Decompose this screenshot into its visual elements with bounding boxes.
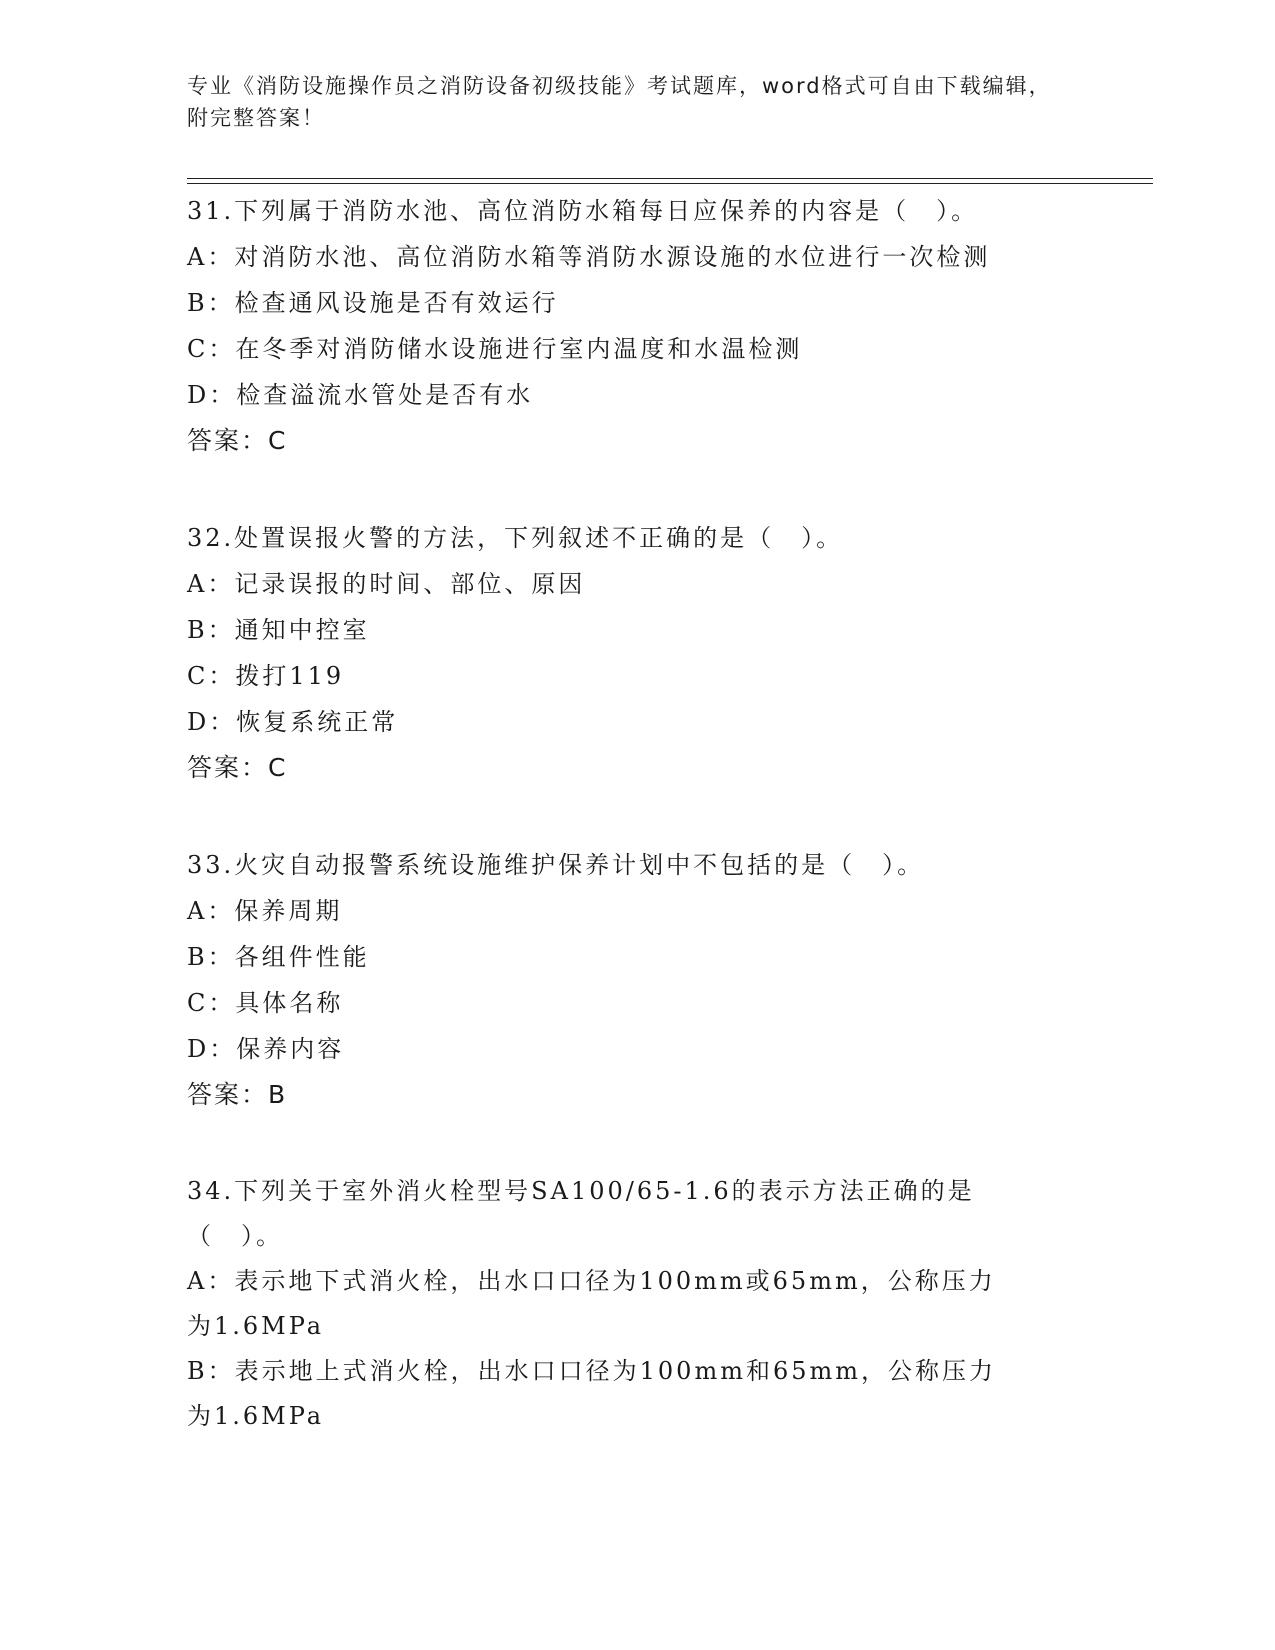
option-b: B：各组件性能 [187, 943, 370, 971]
question-stem: 34.下列关于室外消火栓型号SA100/65-1.6的表示方法正确的是（ ）。 [187, 1177, 975, 1250]
question-stem: 33.火灾自动报警系统设施维护保养计划中不包括的是（ ）。 [187, 851, 925, 879]
option-a: A：保养周期 [187, 897, 343, 925]
question-list [187, 188, 1067, 1490]
header-divider-top [187, 178, 1153, 179]
question-stem: 32.处置误报火警的方法，下列叙述不正确的是（ ）。 [187, 524, 844, 552]
option-a: A：对消防水池、高位消防水箱等消防水源设施的水位进行一次检测 [187, 243, 991, 271]
option-a: A：表示地下式消火栓，出水口口径为100mm或65mm，公称压力为1.6MPa [187, 1267, 996, 1340]
question-33 [187, 842, 1067, 1118]
option-d: D：保养内容 [187, 1035, 345, 1063]
document-header: 专业《消防设施操作员之消防设备初级技能》考试题库，word格式可自由下载编辑，附完整答案！ [187, 74, 1052, 130]
option-b: B：表示地上式消火栓，出水口口径为100mm和65mm，公称压力为1.6MPa [187, 1357, 997, 1430]
option-d: D：恢复系统正常 [187, 708, 399, 736]
answer: 答案：C [187, 753, 288, 782]
option-c: C：具体名称 [187, 989, 344, 1017]
question-31 [187, 188, 1067, 464]
option-b: B：通知中控室 [187, 616, 370, 644]
question-34 [187, 1169, 1067, 1439]
option-a: A：记录误报的时间、部位、原因 [187, 570, 586, 598]
answer: 答案：B [187, 1080, 288, 1109]
answer: 答案：C [187, 426, 288, 455]
option-c: C：拨打119 [187, 662, 345, 690]
option-d: D：检查溢流水管处是否有水 [187, 381, 534, 409]
option-b: B：检查通风设施是否有效运行 [187, 289, 559, 317]
question-32 [187, 515, 1067, 791]
question-stem: 31.下列属于消防水池、高位消防水箱每日应保养的内容是（ ）。 [187, 197, 979, 225]
header-divider-bottom [187, 183, 1153, 184]
option-c: C：在冬季对消防储水设施进行室内温度和水温检测 [187, 335, 803, 363]
